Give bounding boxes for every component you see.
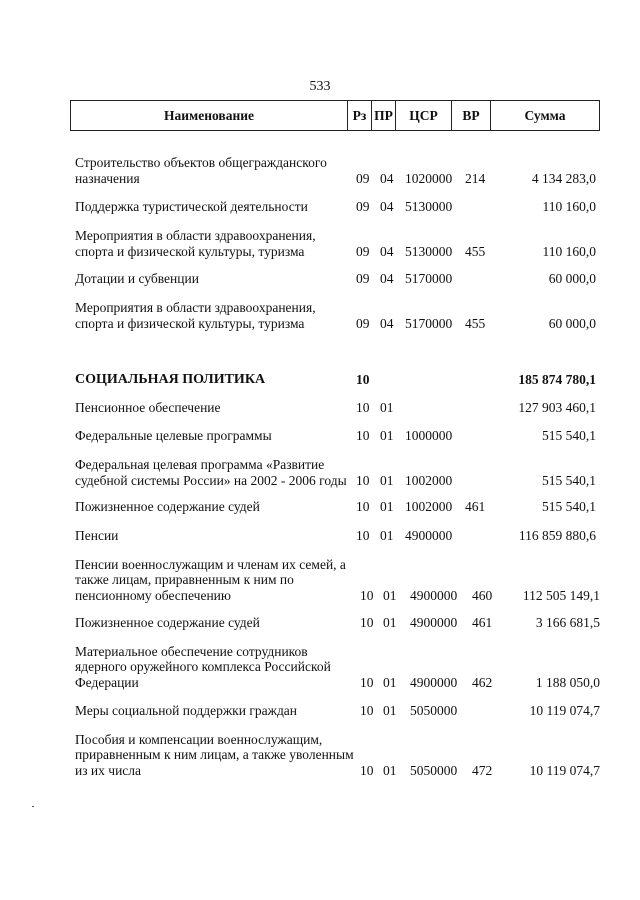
row-pr: 01: [383, 614, 397, 630]
row-pr: 01: [383, 702, 397, 718]
table-row: [0, 425, 640, 443]
row-csr: 1000000: [405, 427, 453, 443]
row-vr: 462: [472, 674, 493, 690]
row-name: Пенсионное обеспечение: [75, 399, 221, 415]
row-rz: 10: [356, 527, 370, 543]
row-csr: 5130000: [405, 243, 453, 259]
row-pr: 01: [383, 674, 397, 690]
table-row: [0, 640, 640, 690]
table-row: [0, 496, 640, 514]
row-pr: 04: [380, 270, 394, 286]
header-pr: ПР: [372, 101, 396, 130]
scan-mark: [32, 806, 34, 807]
row-sum: 515 540,1: [542, 498, 596, 514]
row-pr: 04: [380, 315, 394, 331]
row-pr: 01: [380, 399, 394, 415]
row-name: Мероприятия в области здравоохранения, спорта и физической культуры, туризма: [75, 300, 316, 331]
row-sum: 112 505 149,1: [522, 587, 600, 603]
row-rz: 10: [356, 399, 370, 415]
row-name: Пособия и компенсации военнослужащим, приравненным к ним лицам, а также уволенным из их числа: [75, 731, 354, 778]
row-sum: 10 119 074,7: [529, 762, 600, 778]
row-vr: 455: [465, 243, 486, 259]
table-row: [0, 525, 640, 543]
row-csr: 1002000: [405, 498, 453, 514]
section-row: [0, 369, 640, 387]
row-pr: 01: [380, 472, 394, 488]
row-name: Строительство объектов общегражданского назначения: [75, 155, 327, 186]
row-rz: 10: [356, 427, 370, 443]
page-number: 533: [309, 79, 331, 94]
row-csr: 5050000: [410, 762, 458, 778]
row-csr: 4900000: [410, 674, 458, 690]
row-name: Федеральные целевые программы: [75, 427, 272, 443]
table-row: [0, 268, 640, 286]
row-sum: 185 874 780,1: [518, 371, 596, 387]
table-header: [70, 100, 600, 131]
row-rz: 10: [360, 702, 374, 718]
row-vr: 472: [472, 762, 493, 778]
row-sum: 4 134 283,0: [531, 170, 596, 186]
table-row: [0, 296, 640, 331]
table-row: [0, 196, 640, 214]
row-rz: 09: [356, 243, 370, 259]
row-name: Материальное обеспечение сотрудников ядерного оружейного комплекса Российской Федерации: [75, 643, 331, 690]
header-sum: Сумма: [524, 108, 566, 123]
row-sum: 515 540,1: [542, 427, 596, 443]
row-csr: 4900000: [410, 614, 458, 630]
row-csr: 5170000: [405, 270, 453, 286]
row-pr: 04: [380, 170, 394, 186]
row-sum: 110 160,0: [542, 243, 596, 259]
table-row: [0, 224, 640, 259]
row-pr: 01: [380, 527, 394, 543]
row-sum: 127 903 460,1: [518, 399, 596, 415]
row-csr: 5130000: [405, 198, 453, 214]
row-pr: 01: [380, 427, 394, 443]
row-rz: 10: [360, 762, 374, 778]
row-rz: 10: [360, 587, 374, 603]
table-row: [0, 612, 640, 630]
row-vr: 214: [465, 170, 486, 186]
row-csr: 5050000: [410, 702, 458, 718]
row-rz: 10: [356, 472, 370, 488]
row-rz: 09: [356, 170, 370, 186]
table-row: [0, 728, 640, 778]
row-name: Пожизненное содержание судей: [75, 498, 260, 514]
row-pr: 04: [380, 198, 394, 214]
row-csr: 5170000: [405, 315, 453, 331]
header-rz: Рз: [348, 101, 372, 130]
row-sum: 3 166 681,5: [535, 614, 600, 630]
row-sum: 10 119 074,7: [529, 702, 600, 718]
row-sum: 110 160,0: [542, 198, 596, 214]
header-vr: ВР: [452, 101, 491, 130]
row-vr: 461: [465, 498, 486, 514]
row-csr: 4900000: [410, 587, 458, 603]
row-rz: 09: [356, 270, 370, 286]
table-row: [0, 553, 640, 603]
table-row: [0, 700, 640, 718]
row-pr: 01: [380, 498, 394, 514]
row-pr: 01: [383, 587, 397, 603]
row-pr: 01: [383, 762, 397, 778]
header-name: Наименование: [71, 101, 348, 130]
row-sum: 1 188 050,0: [535, 674, 600, 690]
row-name: Пенсии военнослужащим и членам их семей, а также лицам, приравненным к ним по пенсионному обеспечению: [75, 556, 346, 603]
row-name: Поддержка туристической деятельности: [75, 198, 308, 214]
row-sum: 60 000,0: [548, 315, 596, 331]
table-row: [0, 453, 640, 488]
header-csr: ЦСР: [396, 101, 452, 130]
row-rz: 10: [356, 498, 370, 514]
table-row: [0, 150, 640, 186]
row-vr: 460: [472, 587, 493, 603]
row-name: Федеральная целевая программа «Развитие судебной системы России» на 2002 - 2006 годы: [75, 457, 347, 488]
row-rz: 10: [356, 371, 370, 387]
row-pr: 04: [380, 243, 394, 259]
row-name: Пожизненное содержание судей: [75, 614, 260, 630]
row-sum: 60 000,0: [548, 270, 596, 286]
row-vr: 455: [465, 315, 486, 331]
row-name: Дотации и субвенции: [75, 270, 199, 286]
row-csr: 1020000: [405, 170, 453, 186]
row-rz: 10: [360, 614, 374, 630]
row-name: Пенсии: [75, 527, 119, 543]
row-rz: 10: [360, 674, 374, 690]
row-vr: 461: [472, 614, 493, 630]
row-csr: 1002000: [405, 472, 453, 488]
row-sum: 515 540,1: [542, 472, 596, 488]
row-rz: 09: [356, 315, 370, 331]
table-row: [0, 397, 640, 415]
row-name: Мероприятия в области здравоохранения, спорта и физической культуры, туризма: [75, 228, 316, 259]
row-name: Меры социальной поддержки граждан: [75, 702, 298, 718]
row-csr: 4900000: [405, 527, 453, 543]
section-title: СОЦИАЛЬНАЯ ПОЛИТИКА: [75, 371, 266, 387]
row-rz: 09: [356, 198, 370, 214]
row-sum: 116 859 880,6: [518, 527, 596, 543]
